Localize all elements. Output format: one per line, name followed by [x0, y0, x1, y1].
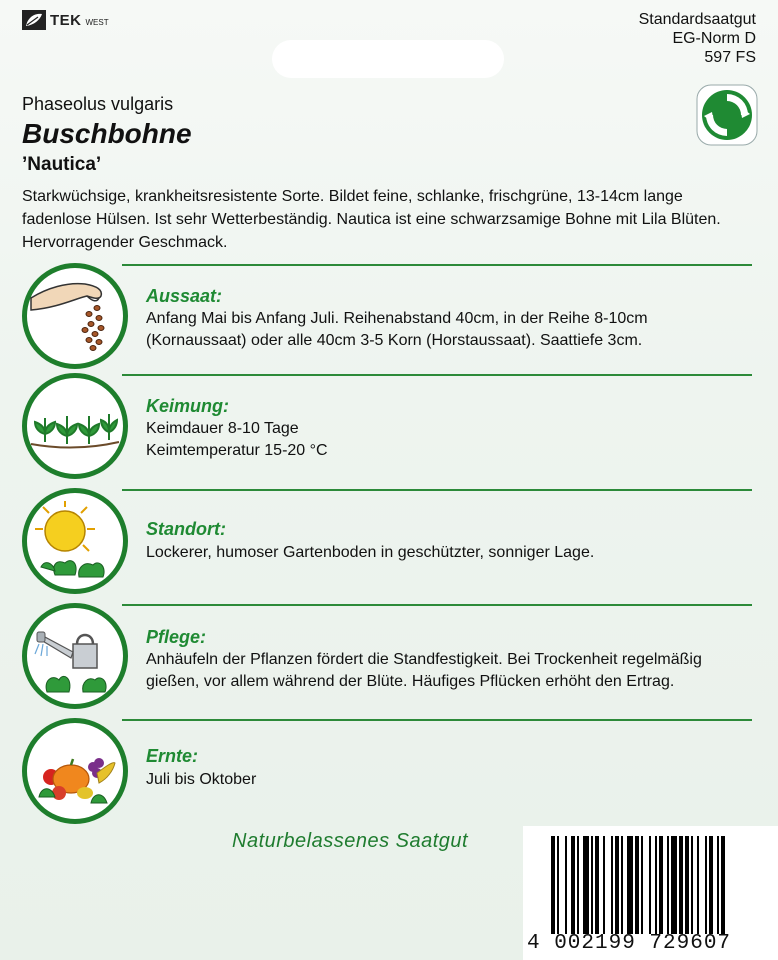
barcode	[523, 826, 778, 960]
barcode-bar	[577, 836, 579, 934]
barcode-bar	[615, 836, 619, 934]
ernte-icon-circle	[22, 718, 128, 824]
barcode-bar	[571, 836, 575, 934]
divider	[122, 604, 752, 606]
aussaat-icon-circle	[22, 263, 128, 369]
standort-title: Standort:	[146, 519, 226, 539]
barcode-bar	[565, 836, 567, 934]
barcode-bar	[717, 836, 719, 934]
variety-name: ’Nautica’	[22, 154, 102, 175]
sun-plants-icon	[27, 493, 123, 589]
pflege-text: Anhäufeln der Pflanzen fördert die Standfestigkeit. Bei Trockenheit regelmäßig gießen, vor allem während der Blüte. Häufiges Pflücken erhöht den Ertrag.	[146, 651, 702, 690]
divider	[122, 719, 752, 721]
barcode-bar	[721, 836, 725, 934]
divider	[122, 489, 752, 491]
keimung-line-1: Keimdauer 8-10 Tage	[146, 420, 299, 437]
barcode-bar	[641, 836, 643, 934]
divider	[122, 374, 752, 376]
divider	[122, 264, 752, 266]
barcode-bar	[691, 836, 693, 934]
latin-name: Phaseolus vulgaris	[22, 94, 174, 114]
barcode-number: 4 002199 729607	[527, 932, 732, 955]
barcode-bars	[551, 836, 769, 934]
common-name: Buschbohne	[22, 118, 192, 149]
seedlings-icon	[27, 378, 123, 474]
standort-icon-circle	[22, 488, 128, 594]
barcode-bar	[679, 836, 683, 934]
barcode-bar	[557, 836, 559, 934]
barcode-bar	[603, 836, 605, 934]
pflege-title: Pflege:	[146, 627, 207, 647]
barcode-bar	[627, 836, 633, 934]
standard-line-2: EG-Norm D	[672, 30, 756, 47]
barcode-bar	[551, 836, 555, 934]
barcode-bar	[671, 836, 677, 934]
hang-hole	[272, 40, 504, 78]
footer-slogan: Naturbelassenes Saatgut	[232, 830, 469, 852]
aussaat-title: Aussaat:	[146, 286, 223, 306]
harvest-vegetables-icon	[27, 723, 123, 819]
hand-sowing-seeds-icon	[27, 268, 123, 364]
ernte-text: Juli bis Oktober	[146, 771, 257, 788]
pflege-icon-circle	[22, 603, 128, 709]
barcode-bar	[591, 836, 593, 934]
barcode-bar	[621, 836, 623, 934]
barcode-bar	[583, 836, 589, 934]
standard-line-3: 597 FS	[704, 49, 756, 66]
barcode-bar	[595, 836, 599, 934]
keimung-title: Keimung:	[146, 396, 229, 416]
keimung-icon-circle	[22, 373, 128, 479]
ernte-title: Ernte:	[146, 746, 199, 766]
keimung-line-2: Keimtemperatur 15-20 °C	[146, 442, 328, 459]
barcode-bar	[659, 836, 663, 934]
description: Starkwüchsige, krankheitsresistente Sorte. Bildet feine, schlanke, frischgrüne, 13-14cm lange fadenlose Hülsen. Ist sehr Wetterbeständig. Nautica ist eine schwarzsamige Bohne mit Lila Blüten. Hervorragender Geschmack.	[22, 188, 721, 251]
barcode-bar	[655, 836, 657, 934]
barcode-bar	[697, 836, 699, 934]
brand-name: TEK	[50, 11, 82, 29]
leaf-logo-icon	[22, 10, 46, 30]
barcode-bar	[635, 836, 639, 934]
standard-info	[639, 10, 756, 67]
watering-can-icon	[27, 608, 123, 704]
standort-text: Lockerer, humoser Gartenboden in geschützter, sonniger Lage.	[146, 544, 595, 561]
brand-subname: WEST	[85, 17, 109, 27]
brand-logo-block	[22, 10, 109, 30]
barcode-bar	[705, 836, 707, 934]
barcode-bar	[649, 836, 651, 934]
barcode-bar	[685, 836, 689, 934]
barcode-bar	[667, 836, 669, 934]
standard-line-1: Standardsaatgut	[638, 11, 756, 28]
aussaat-text: Anfang Mai bis Anfang Juli. Reihenabstand 40cm, in der Reihe 8-10cm (Kornaussaat) oder alle 40cm 3-5 Korn (Horstaussaat). Saattiefe 3cm.	[146, 310, 648, 349]
barcode-bar	[709, 836, 713, 934]
barcode-bar	[611, 836, 613, 934]
green-dot-recycle-icon	[696, 84, 758, 146]
